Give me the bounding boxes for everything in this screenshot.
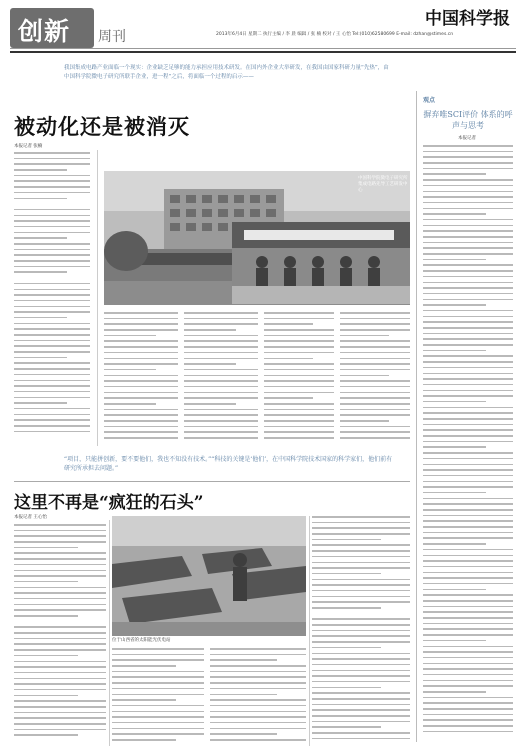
section-logo <box>10 8 94 48</box>
article1-column-4 <box>264 312 334 444</box>
solar-field-photo <box>112 516 306 636</box>
article1-headline: 被动化还是被消灭 <box>14 114 190 139</box>
article1-photo-caption: 中国科学院微电子研究所集成电路先导工艺研发中心 <box>358 176 408 193</box>
column-separator <box>97 150 98 446</box>
article2-photo <box>112 516 306 636</box>
article1-column-1 <box>14 152 90 444</box>
article1-byline: 本报记者 张楠 <box>14 144 43 149</box>
opinion-sidebar <box>416 91 516 742</box>
article2-byline: 本报记者 王心怡 <box>14 515 47 520</box>
issue-info: 2013年6月4日 星期二 执行主编 / 李 晨 编辑 / 张 楠 校对 / 王 心怡 Tel:(010)62580699 E-mail: dzhan@stimes.cn <box>216 32 454 37</box>
article2-headline: 这里不再是“疯狂的石头” <box>14 493 204 513</box>
article2-photo-caption: 位于山西省的太阳能光伏电站 <box>112 638 171 643</box>
column-separator <box>109 520 110 746</box>
column-separator <box>309 516 310 746</box>
ceremony-image <box>232 222 410 304</box>
article1-column-5 <box>340 312 410 444</box>
article2-column-2 <box>112 648 204 746</box>
masthead-rule <box>10 48 516 49</box>
paper-name: 中国科学报 <box>425 9 510 29</box>
article2-column-4 <box>312 516 410 746</box>
section-divider <box>14 481 410 482</box>
sidebar-tag: 观点 <box>423 97 436 104</box>
article2-column-1 <box>14 524 106 746</box>
pull-quote: “项目，只能拼创新，要不要他们，我也不知没有技术。”“科技的关键是‘他们’，在中国科学院技术国家的科学家们，他们前有研究所承担去问题。” <box>64 456 393 472</box>
ceremony-photo <box>232 222 410 304</box>
article2-column-3 <box>210 648 306 746</box>
sidebar-title: 摒弃唯SCI评价 体系的呼声与思考 <box>423 110 513 130</box>
masthead-rule-thick <box>10 51 516 53</box>
sidebar-author: 本报记者 <box>458 136 476 141</box>
section-brand: 创新 <box>18 17 71 46</box>
article1-column-2 <box>104 312 178 444</box>
section-sub: 周刊 <box>98 29 126 45</box>
lead-text: 我国集成电路产业面临一个现实：企业缺乏足够的能力承担应用技术研发。在国内外企业大举研发，在我国由国家科研力量“先热”，由中国科学院微电子研究所联手企业，进一程“之后，将面临一个过程的启示—— <box>64 65 389 80</box>
article1-column-3 <box>184 312 258 444</box>
sidebar-body <box>423 145 513 737</box>
